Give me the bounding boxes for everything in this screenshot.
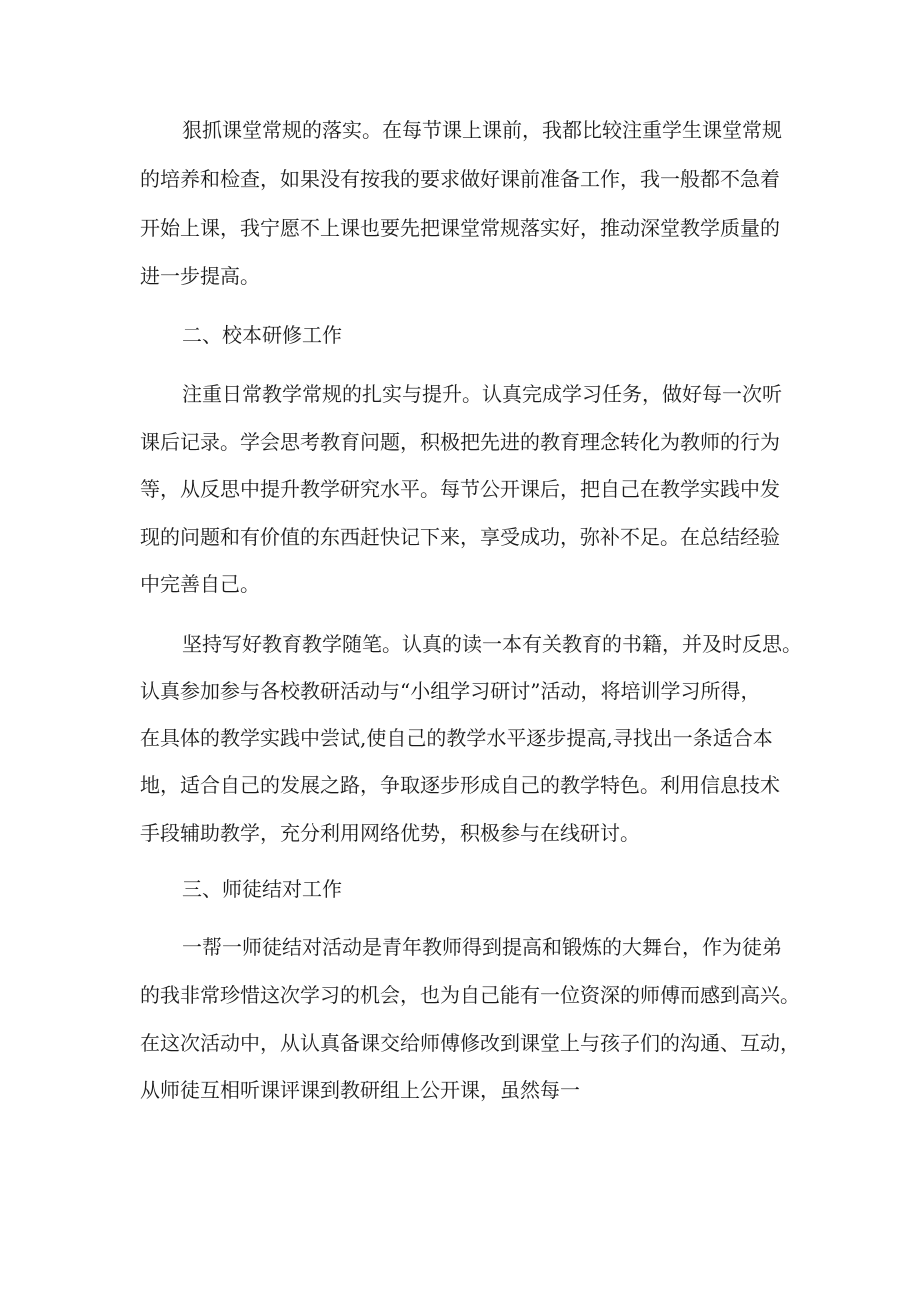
section-heading: 二、校本研修工作	[182, 323, 342, 347]
text-line: 认真参加参与各校教研活动与“小组学习研讨”活动，将培训学习所得，	[140, 679, 761, 703]
text-line: 手段辅助教学，充分利用网络优势，积极参与在线研讨。	[140, 821, 640, 845]
text-line: 中完善自己。	[140, 572, 260, 596]
text-line: 进一步提高。	[140, 264, 260, 288]
text-line: 从师徒互相听课评课到教研组上公开课，虽然每一	[140, 1078, 580, 1102]
text-line: 在这次活动中，从认真备课交给师傅修改到课堂上与孩子们的沟通、互动，	[140, 1031, 800, 1055]
text-line: 坚持写好教育教学随笔。认真的读一本有关教育的书籍，并及时反思。	[182, 632, 802, 656]
text-line: 一帮一师徒结对活动是青年教师得到提高和锻炼的大舞台，作为徒弟	[182, 935, 782, 959]
text-line: 注重日常教学常规的扎实与提升。认真完成学习任务，做好每一次听	[182, 382, 782, 406]
text-line: 等，从反思中提升教学研究水平。每节公开课后，把自己在教学实践中发	[140, 477, 780, 501]
text-line: 地，适合自己的发展之路，争取逐步形成自己的教学特色。利用信息技术	[140, 773, 780, 797]
text-line: 现的问题和有价值的东西赶快记下来，享受成功，弥补不足。在总结经验	[140, 525, 780, 549]
text-line: 在具体的教学实践中尝试,使自己的教学水平逐步提高,寻找出一条适合本	[140, 726, 773, 750]
text-line: 课后记录。学会思考教育问题，积极把先进的教育理念转化为教师的行为	[140, 430, 780, 454]
text-line: 的培养和检查，如果没有按我的要求做好课前准备工作，我一般都不急着	[140, 167, 780, 191]
text-line: 开始上课，我宁愿不上课也要先把课堂常规落实好，推动深堂教学质量的	[140, 216, 780, 240]
text-line: 狠抓课堂常规的落实。在每节课上课前，我都比较注重学生课堂常规	[182, 118, 782, 142]
text-line: 的我非常珍惜这次学习的机会，也为自己能有一位资深的师傅而感到高兴。	[140, 983, 800, 1007]
section-heading: 三、师徒结对工作	[182, 877, 342, 901]
